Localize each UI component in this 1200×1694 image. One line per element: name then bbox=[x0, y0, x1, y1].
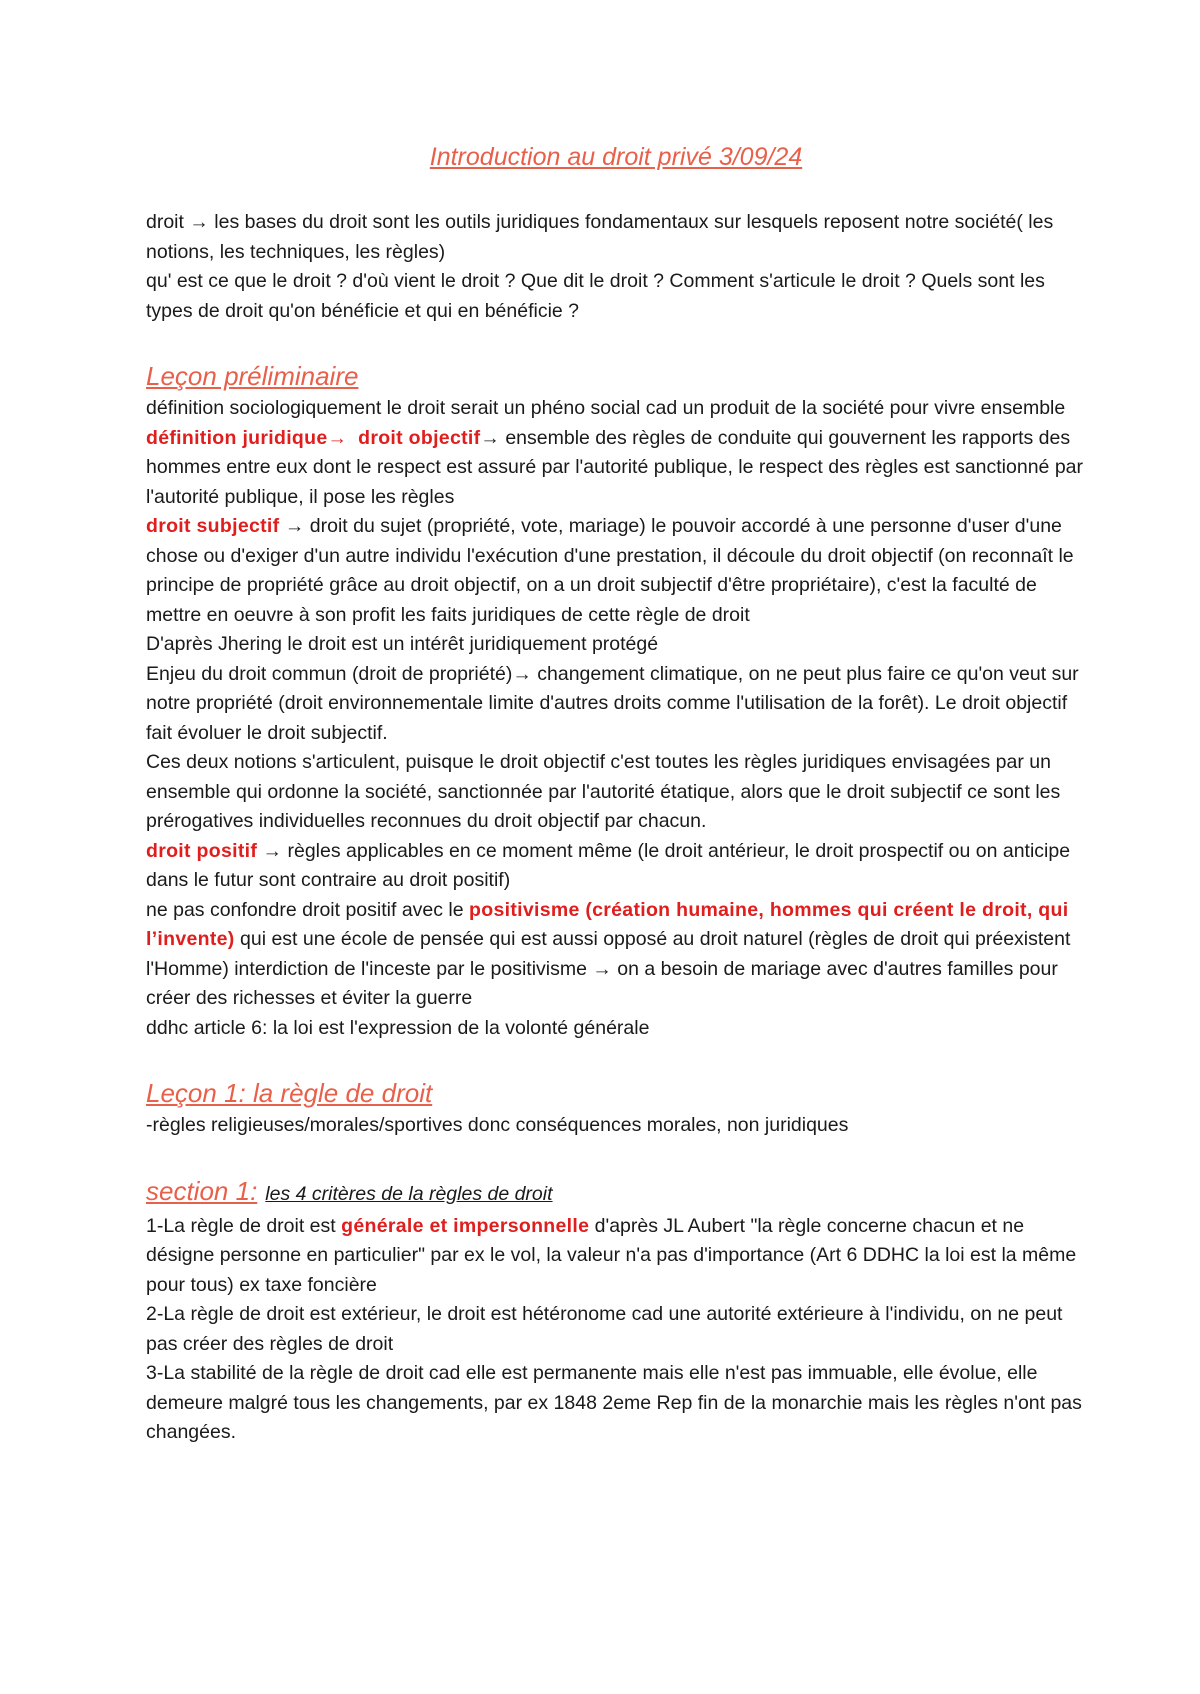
paragraph-enjeu: Enjeu du droit commun (droit de propriété)→ changement climatique, on ne peut plus faire ce qu'on veut sur notre propriété (droit environnementale limite d'autres droits comme l'utilisation de la forêt). Le droit objectif fait évoluer le droit subjectif. bbox=[146, 662, 1079, 744]
text-droit-subjectif-def: → droit du sujet (propriété, vote, mariage) le pouvoir accordé à une personne d'user d'une chose ou d'exiger d'un autre individu l'exécution d'une prestation, il découle du droit objectif (on reconnaît le principe de propriété grâce au droit objectif, on a un droit subjectif d'être propriétaire), c'est la faculté de mettre en oeuvre à son profit les faits juridiques de cette règle de droit bbox=[146, 515, 1074, 626]
text-positivisme-start: ne pas confondre droit positif avec le bbox=[146, 898, 470, 921]
paragraph-critere-2: 2-La règle de droit est extérieur, le droit est hétéronome cad une autorité extérieure à l'individu, on ne peut pas créer des règles de droit bbox=[146, 1303, 1063, 1355]
paragraph-ddhc: ddhc article 6: la loi est l'expression de la volonté générale bbox=[146, 1016, 650, 1039]
paragraph-positivisme bbox=[146, 896, 1086, 1014]
heading-lecon-preliminaire: Leçon préliminaire bbox=[146, 361, 359, 391]
text-droit-objectif-def: → ensemble des règles de conduite qui gouvernent les rapports des hommes entre eux dont le respect est assuré par l'autorité publique, le respect des règles est sanctionné par l'autorité publique, il pose les règles bbox=[146, 426, 1083, 508]
term-definition-juridique: définition juridique→ bbox=[146, 426, 348, 449]
intro-paragraph-2: qu' est ce que le droit ? d'où vient le droit ? Que dit le droit ? Comment s'articule le droit ? Quels sont les types de droit qu'on bénéficie et qui en bénéficie ? bbox=[146, 270, 1045, 322]
text-positivisme-rest: qui est une école de pensée qui est aussi opposé au droit naturel (règles de droit qui préexistent l'Homme) interdiction de l'inceste par le positivisme → on a besoin de mariage avec d'autres familles pour créer des richesses et éviter la guerre bbox=[146, 928, 1071, 1009]
heading-lecon-1: Leçon 1: la règle de droit bbox=[146, 1078, 433, 1108]
text-critere-1-rest: d'après JL Aubert "la règle concerne chacun et ne désigne personne en particulier" par ex le vol, la valeur n'a pas d'importance (Art 6 DDHC la loi est la même pour tous) ex taxe foncière bbox=[146, 1214, 1077, 1296]
term-droit-positif: droit positif bbox=[146, 839, 258, 862]
paragraph-articulation: Ces deux notions s'articulent, puisque le droit objectif c'est toutes les règles juridiques envisagées par un ensemble qui ordonne la société, sanctionnée par l'autorité étatique, alors que le droit subjectif ce sont les prérogatives individuelles reconnues du droit objectif par chacun. bbox=[146, 751, 1061, 832]
text-critere-1-start: 1-La règle de droit est bbox=[146, 1214, 342, 1237]
paragraph-droit-subjectif bbox=[146, 512, 1086, 630]
term-droit-subjectif: droit subjectif bbox=[146, 515, 280, 537]
text-droit-positif-def: → règles applicables en ce moment même (le droit antérieur, le droit prospectif ou on anticipe dans le futur sont contraire au droit positif) bbox=[146, 839, 1071, 891]
paragraph-droit-objectif bbox=[146, 424, 1086, 513]
intro-paragraph-1: droit → les bases du droit sont les outils juridiques fondamentaux sur lesquels reposent notre société( les notions, les techniques, les règles) bbox=[146, 211, 1054, 263]
document-title: Introduction au droit privé 3/09/24 bbox=[429, 143, 803, 171]
paragraph-critere-3: 3-La stabilité de la règle de droit cad elle est permanente mais elle n'est pas immuable, elle évolue, elle demeure malgré tous les changements, par ex 1848 2eme Rep fin de la monarchie mais les règles n'ont pas changées. bbox=[146, 1362, 1082, 1443]
section-1-subtitle: les 4 critères de la règles de droit bbox=[265, 1182, 553, 1205]
document-content bbox=[146, 140, 1086, 1448]
paragraph-definition-sociologique: définition sociologiquement le droit serait un phéno social cad un produit de la société pour vivre ensemble bbox=[146, 397, 1066, 419]
term-generale-impersonnelle: générale et impersonnelle bbox=[341, 1214, 590, 1237]
term-positivisme: positivisme (création humaine, hommes qui créent le droit, qui l’invente) bbox=[146, 898, 1069, 950]
paragraph-critere-1 bbox=[146, 1212, 1086, 1301]
term-droit-objectif: droit objectif bbox=[358, 426, 481, 449]
paragraph-jhering: D'après Jhering le droit est un intérêt juridiquement protégé bbox=[146, 633, 659, 655]
section-1-label: section 1: bbox=[146, 1175, 258, 1206]
heading-section-1 bbox=[146, 1173, 1086, 1212]
paragraph-droit-positif bbox=[146, 837, 1086, 896]
paragraph-regles-religieuses: -règles religieuses/morales/sportives donc conséquences morales, non juridiques bbox=[146, 1114, 849, 1136]
